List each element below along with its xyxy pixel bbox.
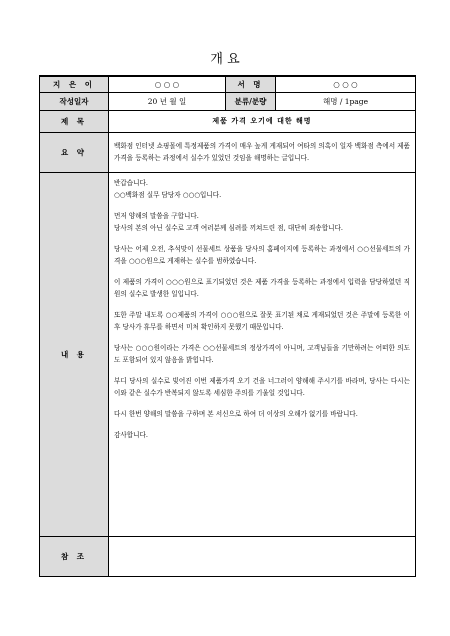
content-paragraph: 먼저 양해의 말씀을 구합니다. xyxy=(114,211,199,220)
content-paragraph: 당사는 ○○○원이라는 가격은 ○○선물세트의 정상가격이 아니며, 고객님들을 기만하려는 어떠한 의도도 포함되어 있지 않음을 밝힙니다. xyxy=(114,343,410,364)
summary-text: 백화점 인터넷 쇼핑몰에 특정제품의 가격이 매우 높게 게재되어 여타의 의혹이 일자 백화점 측에서 제품가격을 등록하는 과정에서 실수가 있었던 것임을 해명하는 글입니다. xyxy=(109,132,416,172)
overview-table xyxy=(39,75,416,577)
reference-label: 참 조 xyxy=(40,536,109,576)
content-paragraph: 다시 한번 양해의 말씀을 구하며 본 서신으로 하여 더 이상의 오해가 없기를 바랍니다. xyxy=(114,409,358,418)
date-row xyxy=(40,92,416,110)
content-row xyxy=(40,172,416,536)
content-paragraph: 반갑습니다. xyxy=(114,178,148,187)
date-value: 20 년 월 일 xyxy=(109,92,226,110)
subject-label: 제 목 xyxy=(40,110,109,132)
content-paragraph: 감사합니다. xyxy=(114,430,148,439)
category-value: 해명 / 1page xyxy=(276,92,416,110)
author-row xyxy=(40,76,416,92)
date-label: 작성일자 xyxy=(40,92,109,110)
reference-row xyxy=(40,536,416,576)
subject-value: 제품 가격 오기에 대한 해명 xyxy=(109,110,416,132)
content-paragraph: 또한 주말 내도록 ○○제품의 가격이 ○○○원으로 잘못 표기된 채로 게재되었던 것은 주말에 등록한 이후 당사가 휴무를 하면서 미처 확인하지 못했기 때문입니다. xyxy=(114,310,410,331)
content-paragraph: 당사는 어제 오전, 추석맞이 선물세트 상품을 당사의 홈페이지에 등록하는 과정에서 ○○선물세트의 가격을 ○○○원으로 게재하는 실수를 범하였습니다. xyxy=(114,244,410,265)
content-label: 내 용 xyxy=(40,172,109,536)
category-label: 분류/분량 xyxy=(226,92,276,110)
content-paragraph: 이 제품의 가격이 ○○○원으로 표기되었던 것은 제품 가격을 등록하는 과정에서 입력을 담당하였던 직원의 실수로 발생한 일입니다. xyxy=(114,277,410,298)
document-title: 개 요 xyxy=(210,52,240,67)
author-value: ○ ○ ○ xyxy=(109,76,226,92)
content-paragraph: 당사의 본의 아닌 실수로 고객 여러분께 심려를 끼쳐드린 점, 대단히 죄송합니다. xyxy=(114,223,343,232)
content-paragraph: 부디 당사의 실수로 빚어진 이번 제품가격 오기 건을 너그러이 양해해 주시기를 바라며, 당사는 다시는 이와 같은 실수가 반복되지 않도록 세심한 주의를 기울일 것입니다. xyxy=(114,376,410,397)
subject-row xyxy=(40,110,416,132)
signature-value: ○ ○ ○ xyxy=(276,76,416,92)
content-paragraph: ○○백화점 실무 담당자 ○○○입니다. xyxy=(114,190,222,199)
signature-label: 서 명 xyxy=(226,76,276,92)
reference-value xyxy=(109,536,416,576)
content-body xyxy=(109,172,416,536)
summary-row xyxy=(40,132,416,172)
author-label: 지 은 이 xyxy=(40,76,109,92)
summary-label: 요 약 xyxy=(40,132,109,172)
